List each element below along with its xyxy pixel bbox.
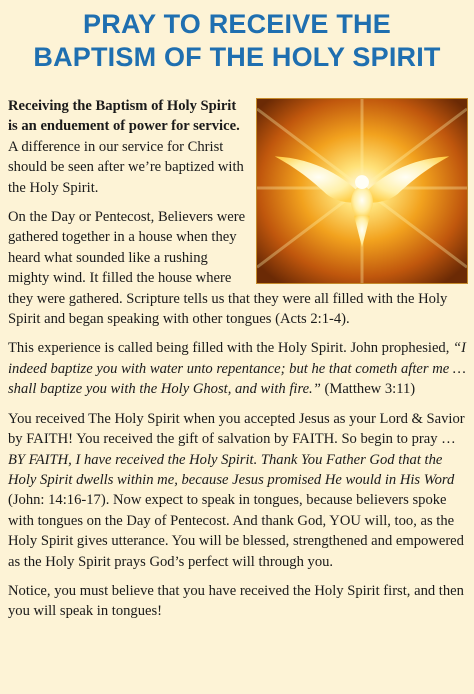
- title-line-2: BAPTISM OF THE HOLY SPIRIT: [33, 42, 441, 72]
- scripture-reference: (Matthew 3:11): [320, 381, 416, 398]
- dove-image: [256, 98, 468, 284]
- scripture-quote: “I indeed baptize you with water unto repentance; but he that cometh after me … shall baptize you with the Holy Ghost, and with fire.”: [8, 340, 466, 398]
- paragraph-5: Notice, you must believe that you have received the Holy Spirit first, and then you will speak in tongues!: [8, 582, 464, 620]
- paragraph-3-intro: This experience is called being filled with the Holy Spirit. John prophesied,: [8, 340, 454, 357]
- dove-icon: [257, 99, 467, 283]
- lead-sentence: Receiving the Baptism of Holy Spirit is an enduement of power for service.: [8, 98, 240, 135]
- paragraph-3: [8, 338, 468, 399]
- page-title: [0, 8, 474, 74]
- paragraph-1-rest: A difference in our service for Christ should be seen after we’re baptized with the Holy Spirit.: [8, 138, 244, 196]
- paragraph-4-intro: You received The Holy Spirit when you accepted Jesus as your Lord & Savior by FAITH! You received the gift of salvation by FAITH. So begin to pray …: [8, 410, 465, 448]
- article-body: [8, 96, 468, 631]
- paragraph-4: [8, 409, 468, 572]
- prayer-text: BY FAITH, I have received the Holy Spirit. Thank You Father God that the Holy Spirit dwells within me, because Jesus promised He would in His Word: [8, 451, 455, 488]
- title-line-1: PRAY TO RECEIVE THE: [83, 9, 391, 39]
- paragraph-2: On the Day or Pentecost, Believers were gathered together in a house when they heard what sounded like a rushing mighty wind. It filled the house where they were gathered. Scripture tells us that they were all filled with the Holy Spirit and began speaking with other tongues (Acts 2:1-4).: [8, 209, 448, 328]
- paragraph-4-rest: (John: 14:16-17). Now expect to speak in tongues, because believers spoke with tongues on the Day of Pentecost. And thank God, YOU will, too, as the Holy Spirit gives utterance. You will be blessed, strengthened and empowered as the Holy Spirit prays God’s perfect will through you.: [8, 492, 464, 570]
